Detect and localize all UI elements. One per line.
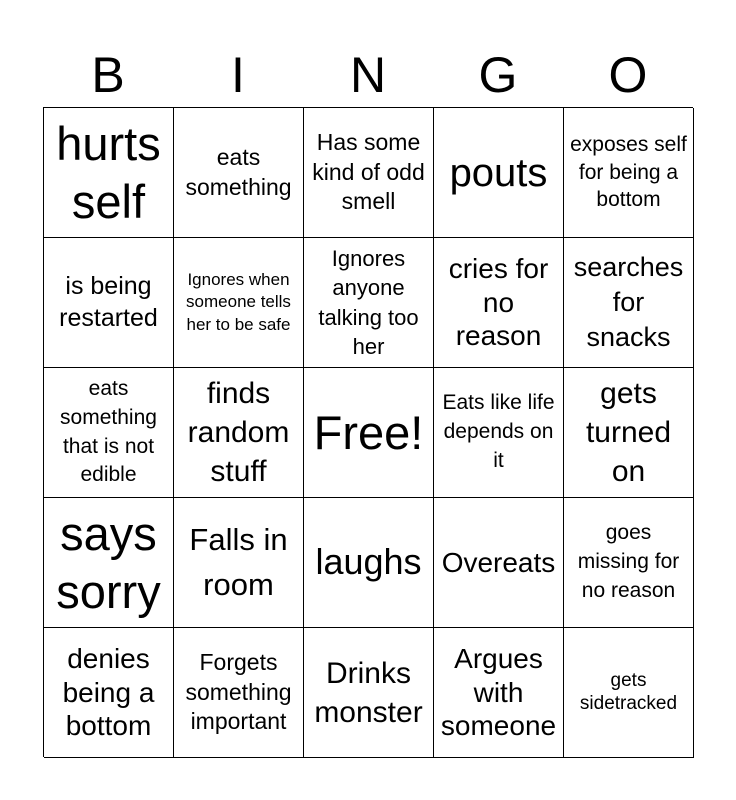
bingo-cell[interactable]: says sorry [44,498,174,628]
bingo-cell[interactable]: denies being a bottom [44,628,174,758]
header-letter-g: G [478,47,518,103]
bingo-cell[interactable]: finds random stuff [174,368,304,498]
bingo-cell[interactable]: Ignores anyone talking too her [304,238,434,368]
header-letter-o: O [608,47,648,103]
bingo-cell[interactable]: pouts [434,108,564,238]
bingo-cell[interactable]: Has some kind of odd smell [304,108,434,238]
bingo-cell[interactable]: cries for no reason [434,238,564,368]
bingo-cell[interactable]: Falls in room [174,498,304,628]
free-space[interactable]: Free! [304,368,434,498]
header-letter-n: N [349,47,387,103]
bingo-cell[interactable]: laughs [304,498,434,628]
bingo-cell[interactable]: Ignores when someone tells her to be safe [174,238,304,368]
bingo-cell[interactable]: exposes self for being a bottom [564,108,694,238]
bingo-cell[interactable]: Argues with someone [434,628,564,758]
bingo-board [43,107,693,757]
bingo-cell[interactable]: Forgets something important [174,628,304,758]
bingo-cell[interactable]: eats something that is not edible [44,368,174,498]
header-letter-b: B [91,47,125,103]
bingo-cell[interactable]: Drinks monster [304,628,434,758]
bingo-cell[interactable]: hurts self [44,108,174,238]
header-letter-i: I [231,47,245,103]
bingo-cell[interactable]: Overeats [434,498,564,628]
bingo-cell[interactable]: is being restarted [44,238,174,368]
bingo-cell[interactable]: searches for snacks [564,238,694,368]
bingo-cell[interactable]: eats something [174,108,304,238]
bingo-cell[interactable]: gets turned on [564,368,694,498]
bingo-cell[interactable]: gets sidetracked [564,628,694,758]
bingo-cell[interactable]: goes missing for no reason [564,498,694,628]
bingo-header [43,40,693,108]
bingo-cell[interactable]: Eats like life depends on it [434,368,564,498]
